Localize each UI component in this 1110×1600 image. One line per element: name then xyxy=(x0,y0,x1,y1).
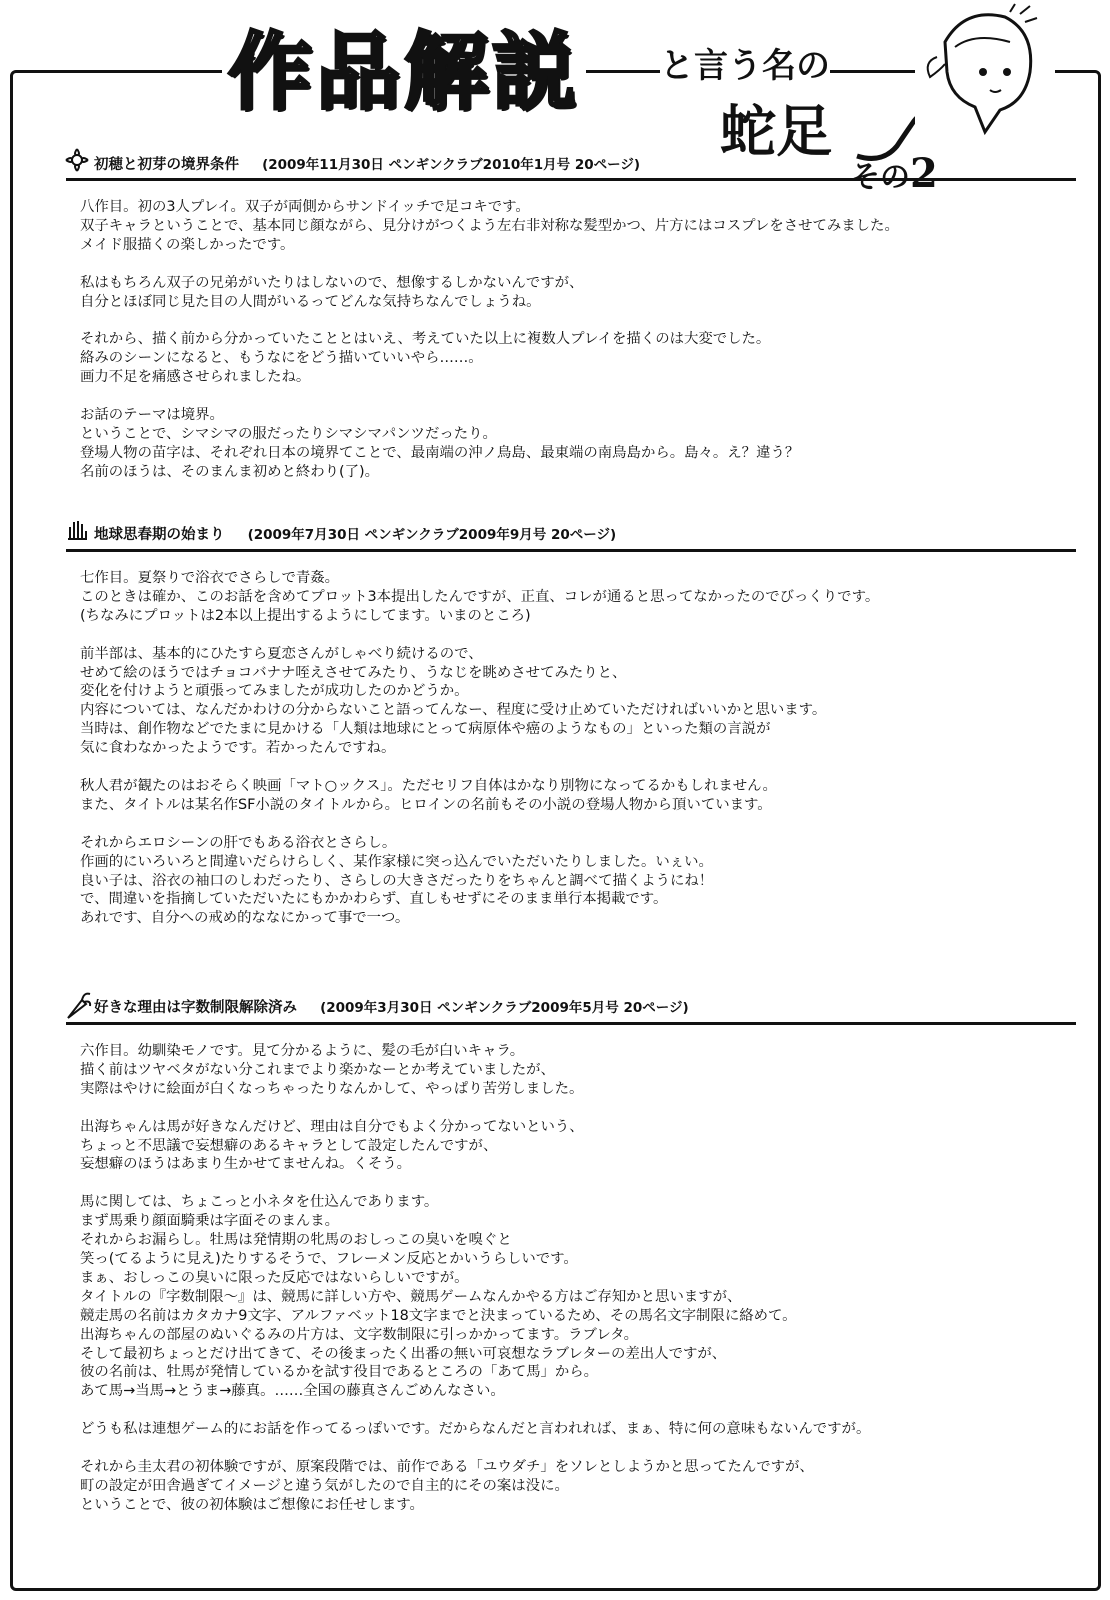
page-title: 作品解説 xyxy=(222,30,586,114)
section-divider xyxy=(66,1022,1076,1025)
section-divider xyxy=(66,549,1076,552)
section-heading-2 xyxy=(66,523,616,544)
section-meta: (2009年7月30日 ペンギンクラブ2009年9月号 20ページ) xyxy=(247,527,617,543)
section-meta: (2009年3月30日 ペンギンクラブ2009年5月号 20ページ) xyxy=(320,1000,689,1016)
section-divider xyxy=(66,178,1076,181)
title-subtitle-big-text: 蛇足 xyxy=(720,99,832,165)
section-heading-1 xyxy=(66,153,640,174)
section-body-1: 八作目。初の3人プレイ。双子が両側からサンドイッチで足コキです。 双子キャラということで、基本同じ顔ながら、見分けがつくよう左右非対称な髪型かつ、片方にはコスプレをさせてみました。 メイド服描くの楽しかったです。 私はもちろん双子の兄弟がいたりはしないので、想像するしかないんですが、 自分とほぼ同じ見た目の人間がいるってどんな気持ちなんでしょうね。 それから、描く前から分かっていたこととはいえ、考えていた以上に複数人プレイを描くのは大変でした。 絡みのシーンになると、もうなにをどう描いていいやら……。 画力不足を痛感させられましたね。 お話のテーマは境界。 ということで、シマシマの服だったりシマシマパンツだったり。 登場人物の苗字は、それぞれ日本の境界てことで、最南端の沖ノ鳥島、最東端の南鳥島から。島々。え？違う？ 名前のほうは、そのまんま初めと終わり(了)。 xyxy=(80,199,899,480)
mascot-girl-icon xyxy=(915,2,1055,142)
hand-icon xyxy=(64,517,90,543)
title-subtitle-small: と言う名の xyxy=(660,38,830,87)
section-body-3: 六作目。幼馴染モノです。見て分かるように、髪の毛が白いキャラ。 描く前はツヤベタがない分これまでより楽かなーとか考えていましたが、 実際はやけに絵面が白くなっちゃったりなんかして、やっぱり苦労しました。 出海ちゃんは馬が好きなんだけど、理由は自分でもよく分かってないという、 ちょっと不思議で妄想癖のあるキャラとして設定したんですが、 妄想癖のほうはあまり生かせてませんね。くそう。 馬に関しては、ちょこっと小ネタを仕込んであります。 まず馬乗り顔面騎乗は字面そのまんま。 それからお漏らし。牡馬は発情期の牝馬のおしっこの臭いを嗅ぐと 笑っ(てるように見え)たりするそうで、フレーメン反応とかいうらしいです。 まぁ、おしっこの臭いに限った反応ではないらしいですが。 タイトルの『字数制限～』は、競馬に詳しい方や、競馬ゲームなんかやる方はご存知かと思いますが、 競走馬の名前はカタカナ9文字、アルファベット18文字までと決まっているため、その馬名文字制限に絡めて。 出海ちゃんの部屋のぬいぐるみの片方は、文字数制限に引っかかってます。ラブレタ。 そして最初ちょっとだけ出てきて、その後まったく出番の無い可哀想なラブレターの差出人ですが、 彼の名前は、牡馬が発情しているかを試す役目であるところの「あて馬」から。 あて馬→当馬→とうま→藤真。……全国の藤真さんごめんなさい。 どうも私は連想ゲーム的にお話を作ってるっぽいです。だからなんだと言われれば、まぁ、特に何の意味もないんですが。 それから圭太君の初体験ですが、原案段階では、前作である「ユウダチ」をソレとしようかと思ってたんですが、 町の設定が田舎過ぎてイメージと違う気がしたので自主的にその案は没に。 ということで、彼の初体験はご想像にお任せします。 xyxy=(80,1043,871,1513)
section-heading-3 xyxy=(66,996,689,1017)
section-title: 好きな理由は字数制限解除済み xyxy=(94,1000,297,1016)
flower-icon xyxy=(64,147,90,173)
carrot-icon xyxy=(64,990,92,1020)
section-meta: (2009年11月30日 ペンギンクラブ2010年1月号 20ページ) xyxy=(262,157,641,173)
title-part-label xyxy=(850,150,938,197)
section-title: 初穂と初芽の境界条件 xyxy=(94,157,239,173)
section-title: 地球思春期の始まり xyxy=(94,527,225,543)
section-body-2: 七作目。夏祭りで浴衣でさらしで青姦。 このときは確か、このお話を含めてプロット3本提出したんですが、正直、コレが通ると思ってなかったのでびっくりです。 (ちなみにプロットは2本以上提出するようにしてます。いまのところ) 前半部は、基本的にひたすら夏恋さんがしゃべり続けるので、 せめて絵のほうではチョコバナナ咥えさせてみたり、うなじを眺めさせてみたりと、 変化を付けようと頑張ってみましたが成功したのかどうか。 内容については、なんだかわけの分からないこと語ってんなー、程度に受け止めていただければいいかと思います。 当時は、創作物などでたまに見かける「人類は地球にとって病原体や癌のようなもの」といった類の言説が 気に食わなかったようです。若かったんですね。 秋人君が観たのはおそらく映画「マト○ックス」。ただセリフ自体はかなり別物になってるかもしれません。 また、タイトルは某名作SF小説のタイトルから。ヒロインの名前もその小説の登場人物から頂いています。 それからエロシーンの肝でもある浴衣とさらし。 作画的にいろいろと間違いだらけらしく、某作家様に突っ込んでいただいたりしました。いぇい。 良い子は、浴衣の袖口のしわだったり、さらしの大きさだったりをちゃんと調べて描くようにね！ で、間違いを指摘していただいたにもかかわらず、直しもせずにそのまま単行本掲載です。 あれです、自分への戒め的ななにかって事で一つ。 xyxy=(80,570,880,927)
title-part-text: その xyxy=(850,160,910,195)
title-part-number: 2 xyxy=(910,150,938,197)
